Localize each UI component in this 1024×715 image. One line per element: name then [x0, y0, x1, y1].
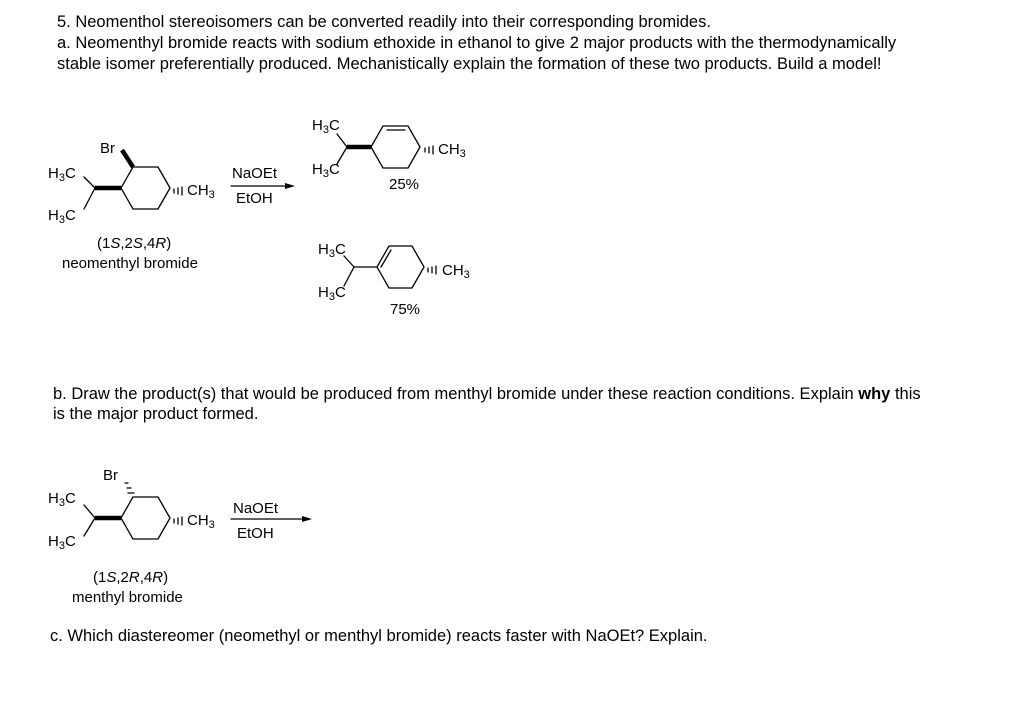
- product-2-yield: 75%: [390, 301, 421, 318]
- scheme-a-reagent-naoet: NaOEt: [232, 165, 278, 182]
- product-2-methyl-upper: $H_3C$: [318, 241, 346, 260]
- reactant-b-br-label: Br: [103, 467, 118, 484]
- scheme-b-reagent-naoet: NaOEt: [233, 500, 279, 517]
- reactant-a-methyl-lower: $H_3C$: [48, 207, 76, 226]
- scheme-b-reagent-etoh: EtOH: [237, 525, 274, 542]
- scheme-a-arrow: [231, 183, 295, 189]
- reactant-a-br-label: Br: [100, 140, 115, 157]
- question-intro: 5. Neomenthol stereoisomers can be converted readily into their corresponding bromides.: [57, 13, 711, 31]
- product-1-methyl-lower: $H_3C$: [312, 161, 340, 180]
- product-1-methyl-upper: $H_3C$: [312, 117, 340, 136]
- product-2-structure: [344, 246, 436, 288]
- reactant-b-methyl-lower: $H_3C$: [48, 533, 76, 552]
- part-a-line-2: stable isomer preferentially produced. Mechanistically explain the formation of these two products. Build a model!: [57, 55, 882, 73]
- reactant-b-ch3-label: $CH_3$: [187, 512, 215, 531]
- part-c-question: c. Which diastereomer (neomethyl or menthyl bromide) reacts faster with NaOEt? Explain.: [50, 627, 708, 645]
- part-b-emphasis: why: [858, 385, 891, 403]
- part-b-line-2: is the major product formed.: [53, 405, 259, 423]
- reactant-a-name: neomenthyl bromide: [62, 255, 198, 272]
- product-1-ch3-label: $CH_3$: [438, 141, 466, 160]
- part-b-text: b. Draw the product(s) that would be produced from menthyl bromide under these reaction conditions. Explain: [53, 385, 859, 403]
- reactant-b-configuration: (1S,2R,4R): [93, 569, 169, 586]
- scheme-b-reactant-structure: [84, 483, 182, 539]
- product-1-structure: [337, 126, 433, 168]
- scheme-a-reagent-etoh: EtOH: [236, 190, 273, 207]
- reactant-a-methyl-upper: $H_3C$: [48, 165, 76, 184]
- reactant-a-ch3-label: $CH_3$: [187, 182, 215, 201]
- product-1-yield: 25%: [389, 176, 420, 193]
- product-2-ch3-label: $CH_3$: [442, 262, 470, 281]
- reactant-a-configuration: (1S,2S,4R): [97, 235, 172, 252]
- product-2-methyl-lower: $H_3C$: [318, 284, 346, 303]
- part-b-text-end: this: [890, 385, 921, 403]
- scheme-a-reactant-structure: [84, 150, 182, 209]
- part-a-line-1: a. Neomenthyl bromide reacts with sodium ethoxide in ethanol to give 2 major products with the thermodynamically: [57, 34, 897, 52]
- reactant-b-name: menthyl bromide: [72, 589, 183, 606]
- reactant-b-methyl-upper: $H_3C$: [48, 490, 76, 509]
